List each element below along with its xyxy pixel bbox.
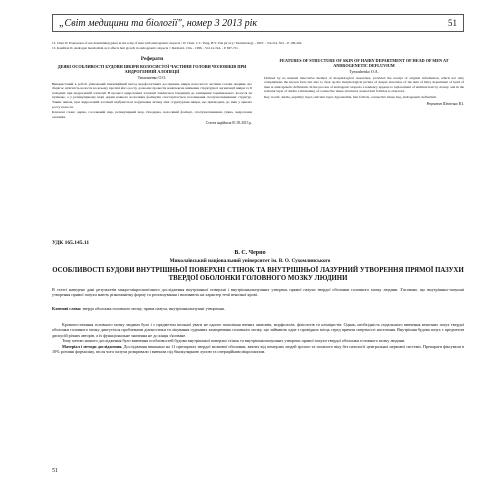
abstract-author: Tymoshenko O.A. xyxy=(349,68,379,74)
article-author: В. С. Черно xyxy=(234,250,266,256)
keywords-text: тверда оболонка головного мозку, пряма пазуха, внутрішньопазушні утворення. xyxy=(82,306,225,311)
abstract-title: FEATURES OF STRUCTURE OF SKIN OF HAIRY DEPARTMENT OF HEAD OF MEN AT ANDROGENETIC DEFLUVIUM xyxy=(279,58,449,68)
abstract-received-date: Стаття надійшла 01.05.2013 р. xyxy=(205,121,252,126)
abstract-reviewer: Рецензент Шепітько В.І. xyxy=(426,101,464,106)
methods-text: Дослідження виконано на 11 препаратах твердої мозкової оболонки, взятих від померлих людей зрілого та похилого віку без патології центральної нервової системи. Препарати фіксували в 10% розчині формаліну, після чого пазухи розкривали і вивчали під бінокулярною лупою та операційним мікроскопом. xyxy=(52,343,464,355)
article-annotation: В статті наведено дані результатів макро-мікроскопічного дослідження внутрішньої поверхні і внутрішньопазушних утворень прямої пазухи твердої оболонки головного мозку людини. З'ясовано, що внутрішньо-пазушні утворення прямої пазухи мають різноманітну форму та розташування і впливають на характер течії венозної крові. xyxy=(52,287,464,298)
body-paragraph: Кровопостачання головного мозку людини було і є предметом пильної уваги не одного покоління вчених анатомів, морфологів, фізіологів та клініцистів. Однак, необхідність подальшого вивчення венозних пазух твердої оболонки головного мозку диктується проблемами діагностики та лікування судинних захворювань головного мозку, що займають одне з провідних місць серед причин смертності населення. Внутрішня будова пазух є предметом дискусій різних авторів, а їх функціональне значення не до кінця з'ясоване. xyxy=(52,322,464,338)
article-title: ОСОБЛИВОСТІ БУДОВИ ВНУТРІШНЬОЇ ПОВЕРХНІ СТІНОК ТА ВНУТРІШНЬОЇ ЛАЗУРНИЙ УТВОРЕННЯ ПРЯМОЇ ПАЗУХИ ТВЕРДОЇ ОБОЛОНКИ ГОЛОВНОГО МОЗКУ ЛЮДИНИ xyxy=(52,267,464,282)
page-number: 51 xyxy=(52,468,58,474)
running-header xyxy=(52,14,464,32)
abstract-author: Тимошенко О.О. xyxy=(137,74,167,80)
reference-item: 13. Kaufman D. Androgen metabolism as it affects hair growth in androgenetic alopecia // Dermatol. Clin. - 1996. - Vol.14, №4. - P. 697-711. xyxy=(52,45,239,50)
abstracts-heading: Реферати xyxy=(140,56,164,62)
methods-heading: Матеріал і методи дослідження. xyxy=(62,343,123,349)
body-paragraph: Тому метою нашого дослідження було вивчення особливостей будови внутрішньої поверхні стінок та внутрішньопазушних утворень прямої пазухи твердої оболонки головного мозку людини. xyxy=(62,338,406,344)
reference-list xyxy=(52,41,464,50)
abstract-ukrainian xyxy=(52,56,252,230)
keywords-label: Ключові слова: xyxy=(52,306,82,311)
article-affiliation: Миколаївський національний університет ім. В. О. Сухомлинського xyxy=(169,258,331,264)
abstracts-block xyxy=(52,56,464,230)
abstract-keywords: Key words: derma, papillary layer, reticular layer, hypodermis, hair follicle, connective tissue bag, androgenetic defluvium. xyxy=(264,94,437,99)
article-body xyxy=(52,322,464,354)
abstract-title: ДЕЯКІ ОСОБЛИВОСТІ БУДОВИ ШКІРИ ВОЛОСИСТОЇ ЧАСТИНИ ГОЛОВИ ЧОЛОВІКІВ ПРИ АНДРОГЕННІЙ АЛОПЕЦІЇ xyxy=(57,64,247,74)
udk-code: УДК 165.145.11 xyxy=(52,240,90,246)
abstract-body: Використаний в роботі унікальний інноваційний метод морфологічних досліджень шкіри волосистої частини голови людини, що зберігає цілісність волосся на всьому протязі його росту, дозволяє провести комплексне вивчення структурної організації шкіри та її похідних при андрогенній алопеції. В процесі андрогенної алопеції з'являється тенденція до заміщення термінального волосся на пушкове, а у ретикулярному шарі дерми навколо волосяних фолікулів спостерігається потовщення сполучнотканинних структур. Таким чином, при андрогенній алопеції відбувається порушення зв'язку між структурами шкіри, що призводить до змін у циклах росту волосся. xyxy=(52,81,252,109)
header-page-number: 51 xyxy=(448,18,457,28)
article-keywords xyxy=(52,306,464,311)
reference-item: 12. Chen W. Expression of sex-determining genes in the scalp of men with androgenetic alopecia / W. Chen, C.C. Yang, H.Y. Tsai [et al.] // Dermatology. - 2007. - Vol.214, №3. - P. 199-204. xyxy=(52,41,303,45)
journal-title: „Світ медицини та біології", номер 3 2013 рік xyxy=(59,17,258,29)
abstract-body: Utilized by us unusual innovative method of morphological researches, provided the receipt of original information, which not only complements the known facts but also to clear up the morphological picture of deeper structures of the skin of hairy department of head of men at androgenetic defluvium. In the process of androgenic alopecia a tendency appears to replacement of terminal hair by downy, and in the reticular layer of derma a thickening of connective tissue structures around hair follicles is observed. xyxy=(264,75,464,94)
abstract-keywords: Ключові слова: дерма, сосочковий шар, ретикулярний шар, гіподерма, волосяний фолікул, сполучнотканинна сумка, андрогенна алопеція. xyxy=(52,110,252,119)
abstract-english xyxy=(264,56,464,230)
methods-paragraph xyxy=(52,344,464,355)
